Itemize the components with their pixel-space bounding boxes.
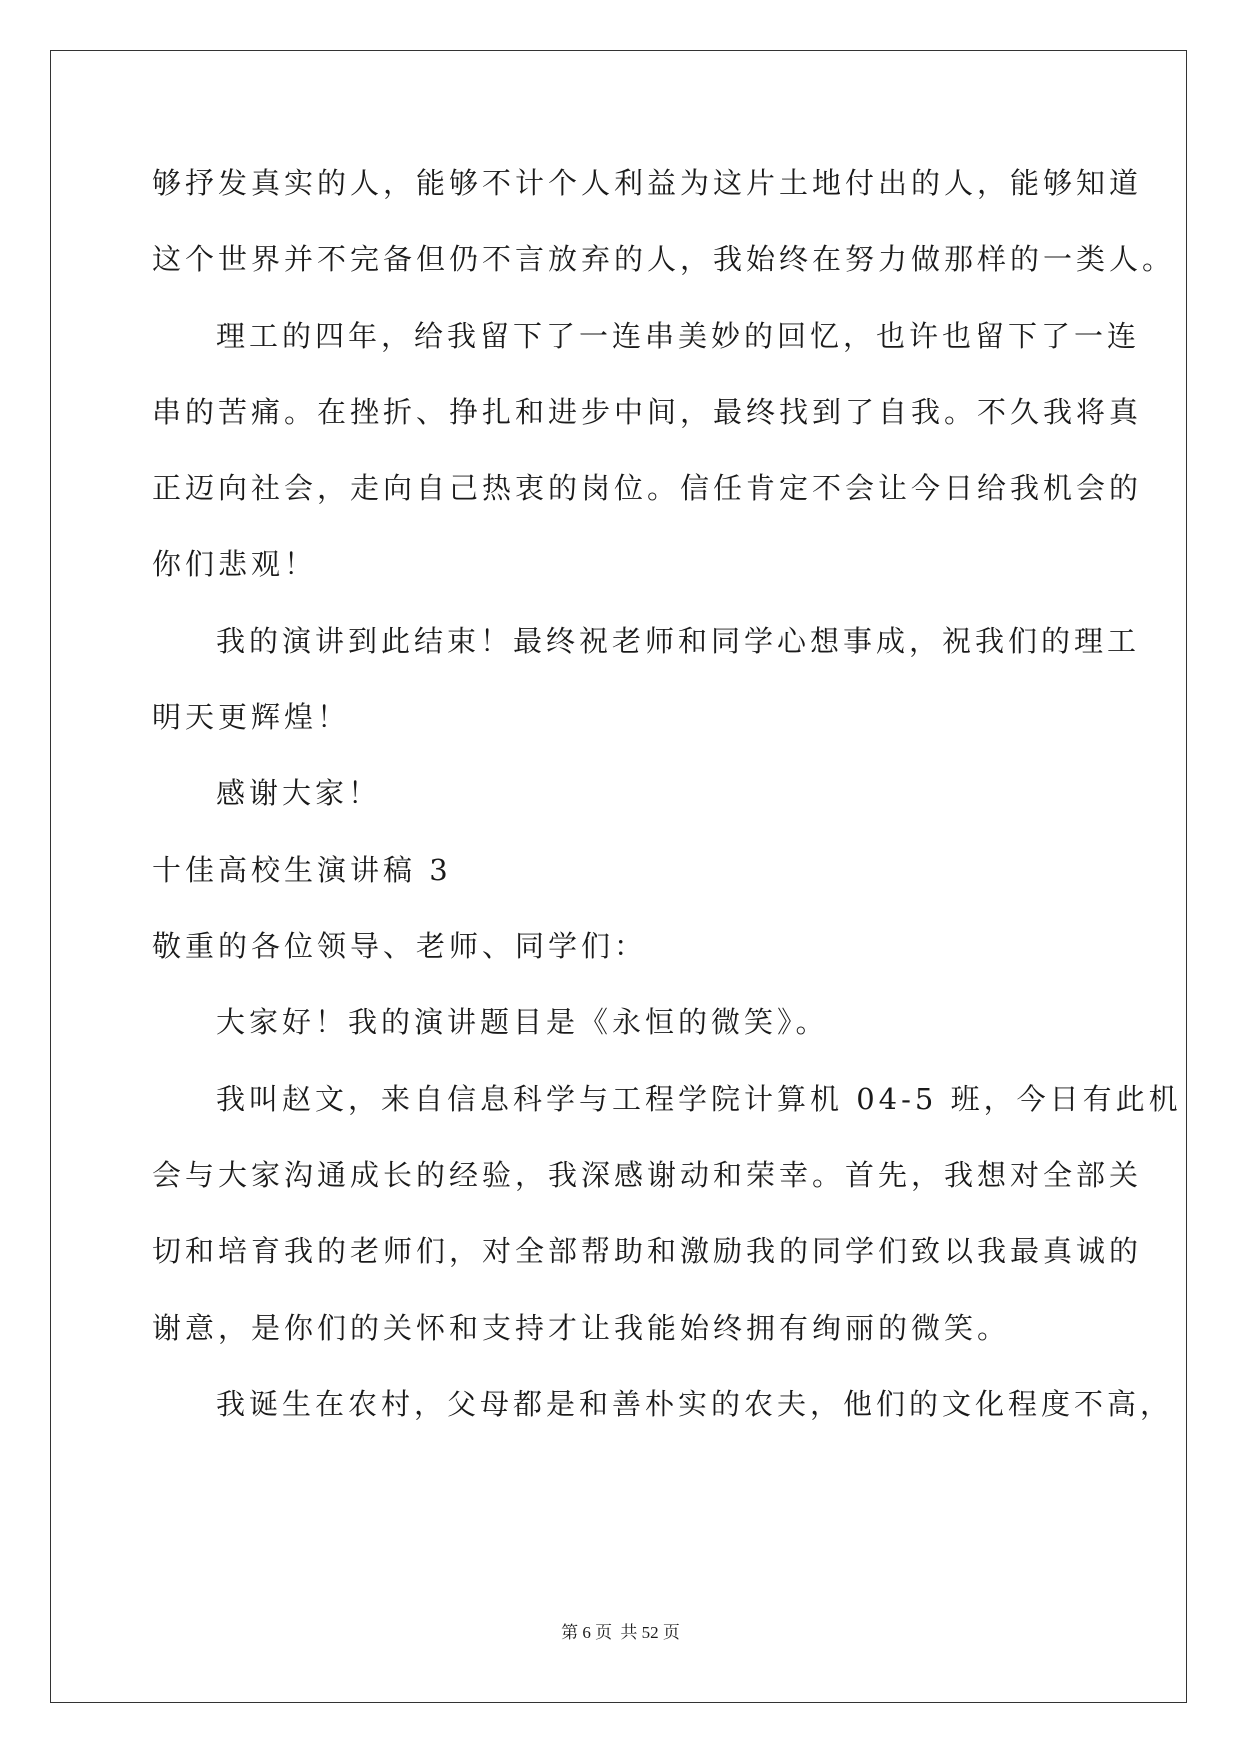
text-line: 我诞生在农村，父母都是和善朴实的农夫，他们的文化程度不高， [216, 1387, 1174, 1421]
text-line: 我的演讲到此结束！最终祝老师和同学心想事成，祝我们的理工 [216, 624, 1141, 658]
page-number: 第 6 页 [561, 1623, 613, 1642]
text-line: 明天更辉煌！ [152, 700, 351, 734]
total-pages: 共 52 页 [620, 1623, 680, 1642]
salutation: 敬重的各位领导、老师、同学们： [152, 929, 648, 963]
section-heading: 十佳高校生演讲稿 3 [152, 853, 452, 887]
text-line: 串的苦痛。在挫折、挣扎和进步中间，最终找到了自我。不久我将真 [152, 395, 1143, 429]
text-line: 够抒发真实的人，能够不计个人利益为这片土地付出的人，能够知道 [152, 166, 1143, 200]
text-line: 我叫赵文，来自信息科学与工程学院计算机 04-5 班，今日有此机 [216, 1082, 1182, 1116]
text-line: 切和培育我的老师们，对全部帮助和激励我的同学们致以我最真诚的 [152, 1234, 1143, 1268]
text-line: 感谢大家！ [216, 776, 382, 810]
text-line: 正迈向社会，走向自己热衷的岗位。信任肯定不会让今日给我机会的 [152, 471, 1143, 505]
text-line: 你们悲观！ [152, 547, 318, 581]
text-line: 这个世界并不完备但仍不言放弃的人，我始终在努力做那样的一类人。 [152, 242, 1176, 276]
text-line: 会与大家沟通成长的经验，我深感谢动和荣幸。首先，我想对全部关 [152, 1158, 1143, 1192]
page-footer [0, 1618, 1241, 1643]
text-line: 谢意，是你们的关怀和支持才让我能始终拥有绚丽的微笑。 [152, 1311, 1011, 1345]
text-line: 理工的四年，给我留下了一连串美妙的回忆，也许也留下了一连 [216, 319, 1141, 353]
text-line: 大家好！我的演讲题目是《永恒的微笑》。 [216, 1005, 829, 1039]
